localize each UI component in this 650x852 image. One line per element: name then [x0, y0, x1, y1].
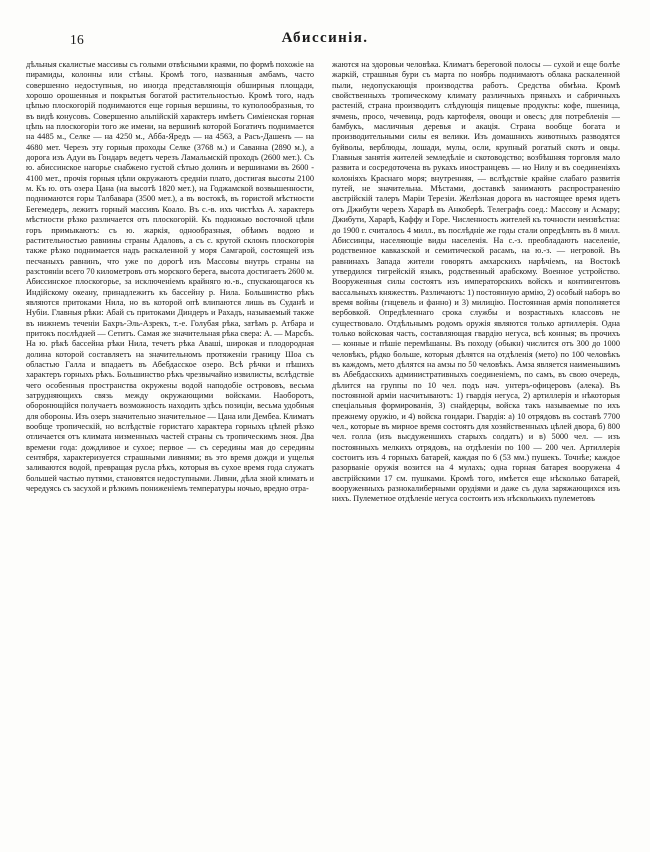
column-left: [26, 60, 314, 494]
running-title: Абиссинія.: [281, 30, 369, 46]
page-header: [26, 30, 624, 56]
paragraph: жаются на здоровьи человѣка. Климатъ береговой полосы — сухой и еще болѣе жаркій, страшныя бури съ марта по ноябрь поднимаютъ облака раскаленной пыли, недопускающія производства работъ. Средства обмѣна. Кромѣ свойственныхъ тропическому климату различныхъ пряныхъ и сабричныхъ растеній, страна производитъ слѣдующія пищевые продукты: кофе, пшеница, ячмень, просо, чечевица, родъ картофеля, овощи и овесъ; для потребленія — бамбукъ, масличныя деревья и акація. Страна вообще богата и производительными силы ея велики. Изъ домашнихъ животныхъ разводятся буйволы, верблюды, лошади, мулы, осли, крупный рогатый скотъ и овцы. Главныя занятія жителей земледѣліе и скотоводство; возбѣшняя торговля мало развита и сосредоточена въ рукахъ иностранцевъ — но Нилу и въ соединеніяхъ колоніяхъ Краснаго моря; внутренняя, — вслѣдствіе крайне слабаго развитія путей, не значительна. Мѣстами, доставкѣ занимаютъ распространенію австрійскій талеръ Маріи Терезіи. Желѣзная дорога въ настоящее время идетъ отъ Джибути черезъ Харарѣ въ Анкоберѣ. Телеграфъ соед.: Массову и Асмару; Джибути, Харарѣ, Каффу и Горе. Численность жителей къ точности неизвѣстна: до 1900 г. считалось 4 милл., въ послѣдніе же годы стали опредѣлять въ 8 милл. Абиссинцы, населяющіе виды населенія. На с.-з. преобладаютъ населеніе, родственное кавказской и семитической расамъ, на ю.-з. — негровой. Въ равнинахъ Запада жители говорятъ амхарскихъ нарѣчіемъ, на Востокѣ утвердился тигрейскій языкъ, родственный арабскому. Военное устройство. Вооруженныя силы состоятъ изъ императорскихъ войскъ и контингентовъ вассальныхъ княжествъ. Различаютъ: 1) постоянную армію, 2) особый наборъ во время войны (гнцевель и фанно) и 3) милицію. Постоянная армія пополняется вербовкой. Опредѣленнаго срока службы и возрастныхъ классовъ не существовало. Отдѣльнымъ родомъ оружія являются только артиллерія. Одна только войсковая часть, составляющая гвардію негуса, всѣ конныя; въ прочихъ — конные и пѣшіе перемѣшаны. Въ походу (обыкн) числится отъ 300 до 1000 человѣкъ, рѣдко больше, которыя дѣлятся на отдѣленія (мето) по 100 человѣкъ въ каждомъ, мето дѣлятся на амзы по 50 человѣкъ. Амза является наименьшимъ въ Абебдасскихъ административныхъ соединеніемъ, по самъ, въ свою очередь, дѣлится на группы по 10 чел. подъ нач. унтеръ-офицеровъ (алека). Въ постоянной арміи насчитываютъ: 1) гвардія негуса, 2) артиллерія и нѣкоторыя спеціальныя формированія, 3) снайдерцы, войска такъ называемые по ихъ прежнему оружію, и 4) войска гондари. Гвардія: а) 10 отрядовъ въ составѣ 7700 чел., которые въ мирное время состоятъ для хозяйственныхъ цѣлей двора, б) 800 чел. голла (изъ высдуженшихъ старыхъ солдатъ) и в) 5000 чел. — изъ постоянныхъ мелкихъ отрядовъ, на отдѣленіи по 100 — 200 чел. Артиллерія состоитъ изъ 4 горныхъ батарей, каждая по 6 (53 мм.) пушекъ. Точнѣе; каждое разорваніе оружія возится на 4 мулахъ; одна горная батарея вооружена 4 австрійскими 17 см. пушками. Кромѣ того, имѣется еще нѣсколько батарей, вооруженныхъ разнокалиберными орудіями и даже съ дула заряжающихся изъ нихъ. Пулеметное отдѣленіе негуса состоитъ изъ нѣсколькихъ пулеметовъ: [332, 60, 620, 504]
page-number: 16: [70, 32, 85, 47]
text-columns: [26, 60, 624, 505]
paragraph: дѣльныя скалистые массивы съ голыми отвѣсными краями, по формѣ похожіе на пирамиды, колонны или стѣны. Кромѣ того, названныя амбамъ, часто совершенно недоступныя, но иногда представляющія обширныя площади, хорошо орошенныя и покрытыя богатой растительностью. Кромѣ того, надъ цѣпью плоскогорій поднимаются еще горныя вершины, то куполообразныя, то въ видѣ конусовъ. Совершенно альпійскій характеръ имѣетъ Симіенская горная цѣпь на плоскогоріи того же имени, на вершинѣ которой Богатичъ поднимается на 4485 м., Селке — на 4250 м., Абба-Яредъ — на 4563, а Расъ-Дашенъ — на 4680 мет. Черезъ эту горныя проходы Селке (3768 м.) и Саванна (2890 м.), а дорога изъ Адуи въ Гондаръ ведетъ черезъ Ламальмскій проходъ (2600 мет.). Съ ю. абиссинское нагорье снабжено густой сѣтью долинъ и вершинами въ 2600 - 4100 мет., прочія горныя цѣпи окружаютъ средніи плато, достигая высоты 2100 м. Къ ю. отъ озера Цана (на высотѣ 1820 мет.), на Годжамской возвышенности, поднимаются горы Талбавара (3500 мет.), а въ востокѣ, въ гористой мѣстности Бегемедеръ, лежитъ горный массивъ Коало. Въ с.-в. ихъ чистѣхъ А. характеръ мѣстности рѣзко различается отъ плоскогорій. Къ подножью восточной цѣпи горъ примыкаютъ: съ ю. жаркія, однообразныя, обѣимъ водою и растительностью равнины страны Адаловъ, а съ с. крутой склонъ плоскогорія также рѣзко поднимается надъ раскаленной у моря Самгарой, состоящей изъ песчаныхъ равнинъ, что уже по дорогѣ изъ Массовы внутрь страны на разстояніи всего 70 километровъ отъ морского берега, высота достигаетъ 2600 м. Абиссинское плоскогорье, за исключеніемъ крайняго ю.-в., спускающагося къ Индійскому океану, принадлежитъ къ бассейну р. Нила. Большинство рѣкъ являются притоками Нила, но въ которой опѣ влипаются лишь въ Суданѣ и Нубіи. Главныя рѣки: Абай съ притоками Диндеръ и Рахадъ, называемый также въ нижнемъ теченіи Бахръ-Эль-Азрекъ, т.-е. Голубая рѣка, затѣмъ р. Атбара и притокъ послѣдней — Сетитъ. Самая же значительная рѣка свера: А. — Марсбъ. На ю. рѣкѣ бассейна рѣки Нила, течетъ рѣка Аваші, широкая и плодородная долина которой составляетъ на значительномъ протяженіи границу Шоа съ областью Галла и впадаетъ въ Абебдасское озеро. Всѣ рѣчки и пѣшихъ характеръ горныхъ рѣкъ. Большинство рѣкъ чрезвычайно извилисты, вслѣдствіе чего особенныя пространства окружены водой наподобіе острововъ, весьма затрудняющихъ связь между окружающими войсками. Наоборотъ, оборонющійся получаетъ возможность находить здѣсь позиціи, весьма удобныя для обороны. Изъ озеръ значительно значительное — Цана или Дембеа. Климатъ вообще тропическій, но вслѣдствіе гористаго характера горныхъ цѣпей рѣзко отличается отъ климата низменныхъ частей страны съ тропическимъ зноя. Два времени года: дождливое и сухое; первое — съ середины мая до середины сентября, характеризуется страшными ливнями; въ это время дожди и ущелья заливаются водой, превращая русла рѣкъ, которыя въ сухое время года служатъ большей частью путями, становятся недоступными. Ливни, дѣла зной климатъ и чередуясь съ засухой и рѣзкимъ пониженіемъ температуры ночью, вредно отра-: [26, 60, 314, 494]
column-right: [332, 60, 620, 505]
